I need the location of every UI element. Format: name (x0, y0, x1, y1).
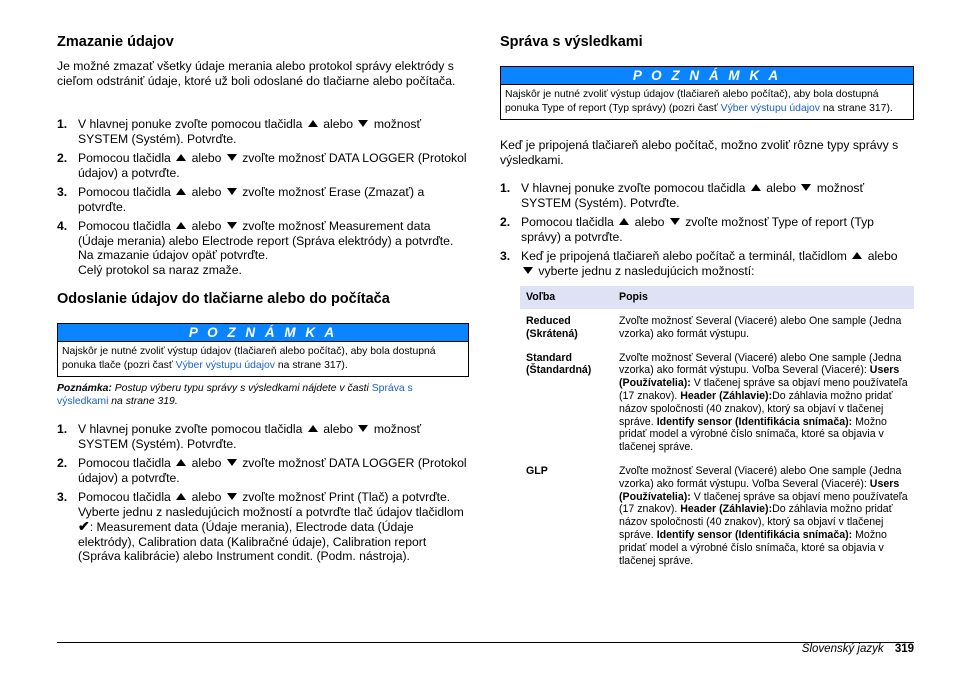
link-data-output[interactable]: Výber výstupu údajov (720, 102, 821, 114)
list-item: 3. Keď je pripojená tlačiareň alebo počítač a terminál, tlačidlom alebo vyberte jednu z nasledujúcich možností: (500, 249, 898, 278)
table-row (520, 309, 914, 348)
list-item: 1. V hlavnej ponuke zvoľte pomocou tlačidla alebo možnosť SYSTEM (Systém). Potvrďte. (57, 422, 422, 451)
table-row (520, 348, 914, 461)
list-item: 4. Pomocou tlačidla alebo zvoľte možnosť Measurement data (Údaje merania) alebo Electrode report (Správa elektródy) a potvrďte. Na zmazanie údajov opäť potvrďte. Celý protokol sa naraz zmaže. (57, 219, 454, 277)
page-footer (802, 643, 914, 655)
list-item: 2. Pomocou tlačidla alebo zvoľte možnosť Type of report (Typ správy) a potvrďte. (500, 215, 874, 244)
section-title-delete: Zmazanie údajov (57, 34, 174, 50)
small-note: Poznámka: Postup výberu typu správy s výsledkami nájdete v časti Správa s výsledkami na strane 319. (57, 383, 413, 407)
list-item: 3. Pomocou tlačidla alebo zvoľte možnosť Erase (Zmazať) a potvrďte. (57, 185, 425, 214)
up-arrow-icon (176, 154, 186, 161)
up-arrow-icon (176, 459, 186, 466)
list-item: 1. V hlavnej ponuke zvoľte pomocou tlačidla alebo možnosť SYSTEM (Systém). Potvrďte. (57, 117, 422, 146)
section-title-send: Odoslanie údajov do tlačiarne alebo do počítača (57, 291, 390, 307)
list-item: 1. V hlavnej ponuke zvoľte pomocou tlačidla alebo možnosť SYSTEM (Systém). Potvrďte. (500, 181, 865, 210)
up-arrow-icon (308, 425, 318, 432)
column-header-option: Voľba (520, 286, 613, 309)
note-body: Najskôr je nutné zvoliť výstup údajov (tlačiareň alebo počítač), aby bola dostupná ponuka Type of report (Typ správy) (pozri časť Výber výstupu údajov na strane 317). (505, 89, 893, 114)
note-header: P O Z N Á M K A (58, 324, 468, 342)
delete-intro: Je možné zmazať všetky údaje merania alebo protokol správy elektródy s cieľom odstrániť údaje, ktoré už boli odoslané do tlačiarne alebo počítača. (57, 59, 456, 88)
down-arrow-icon (523, 267, 533, 274)
option-description: Zvoľte možnosť Several (Viaceré) alebo One sample (Jedna vzorka) ako formát výstupu. Voľba Several (Viaceré): Users (Používatelia): V tlačenej správe sa objaví meno používateľa (17 znakov). Header (Záhlavie):Do záhlavia možno pridať názov spoločnosti (40 znakov), ktorý sa objaví v tlačenej správe. Identify sensor (Identifikácia snímača): Možno pridať model a výrobné číslo snímača, ktoré sa objavia v tlačenej správe. (619, 464, 908, 567)
footer-divider (57, 642, 914, 643)
down-arrow-icon (801, 184, 811, 191)
note-header: P O Z N Á M K A (501, 67, 913, 85)
down-arrow-icon (227, 154, 237, 161)
note-body: Najskôr je nutné zvoliť výstup údajov (tlačiareň alebo počítač), aby bola dostupná ponuka tlače (pozri časť Výber výstupu údajov na strane 317). (62, 346, 436, 371)
down-arrow-icon (227, 459, 237, 466)
link-data-output[interactable]: Výber výstupu údajov (175, 359, 275, 371)
down-arrow-icon (227, 222, 237, 229)
option-name: Standard (Štandardná) (526, 351, 592, 377)
footer-language: Slovenský jazyk (801, 643, 884, 655)
up-arrow-icon (619, 218, 629, 225)
up-arrow-icon (308, 120, 318, 127)
checkmark-icon: ✔ (78, 518, 90, 534)
table-row (520, 461, 914, 574)
up-arrow-icon (176, 493, 186, 500)
note-box (57, 323, 469, 377)
up-arrow-icon (176, 222, 186, 229)
down-arrow-icon (227, 493, 237, 500)
up-arrow-icon (176, 188, 186, 195)
option-name: GLP (526, 464, 548, 477)
report-options-table (520, 286, 914, 574)
delete-steps (57, 117, 467, 277)
link-result-report[interactable]: Správa s výsledkami (57, 383, 413, 407)
down-arrow-icon (227, 188, 237, 195)
option-name: Reduced (Skrátená) (526, 315, 578, 340)
page-number: 319 (894, 643, 914, 655)
section-title-report: Správa s výsledkami (500, 34, 643, 50)
table-header-row (520, 286, 914, 309)
option-description: Zvoľte možnosť Several (Viaceré) alebo One sample (Jedna vzorka) ako formát výstupu. (619, 315, 902, 340)
down-arrow-icon (670, 218, 680, 225)
down-arrow-icon (358, 425, 368, 432)
column-header-description: Popis (613, 286, 914, 309)
send-steps (57, 422, 467, 564)
up-arrow-icon (751, 184, 761, 191)
list-item: 2. Pomocou tlačidla alebo zvoľte možnosť DATA LOGGER (Protokol údajov) a potvrďte. (57, 456, 467, 485)
report-intro: Keď je pripojená tlačiareň alebo počítač, možno zvoliť rôzne typy správy s výsledkami. (500, 138, 899, 167)
up-arrow-icon (852, 252, 862, 259)
option-description: Zvoľte možnosť Several (Viaceré) alebo One sample (Jedna vzorka) ako formát výstupu. Voľba Several (Viaceré): Users (Používatelia): V tlačenej správe sa objaví meno používateľa (17 znakov). Header (Záhlavie):Do záhlavia možno pridať názov spoločnosti (40 znakov), ktorý sa objaví v tlačenej správe. Identify sensor (Identifikácia snímača): Možno pridať model a výrobné číslo snímača, ktoré sa objavia v tlačenej správe. (619, 351, 908, 454)
note-box (500, 66, 914, 120)
report-steps (500, 181, 914, 278)
list-item: 3. Pomocou tlačidla alebo zvoľte možnosť Print (Tlač) a potvrďte. Vyberte jednu z nasledujúcich možností a potvrďte tlač údajov tlačidlom ✔: Measurement data (Údaje merania), Electrode data (Údaje elektródy), Calibration data (Kalibračné údaje), Calibration report (Správa kalibrácie) alebo Instrument condit. (Podm. nástroja). (57, 490, 464, 563)
down-arrow-icon (358, 120, 368, 127)
list-item: 2. Pomocou tlačidla alebo zvoľte možnosť DATA LOGGER (Protokol údajov) a potvrďte. (57, 151, 467, 180)
